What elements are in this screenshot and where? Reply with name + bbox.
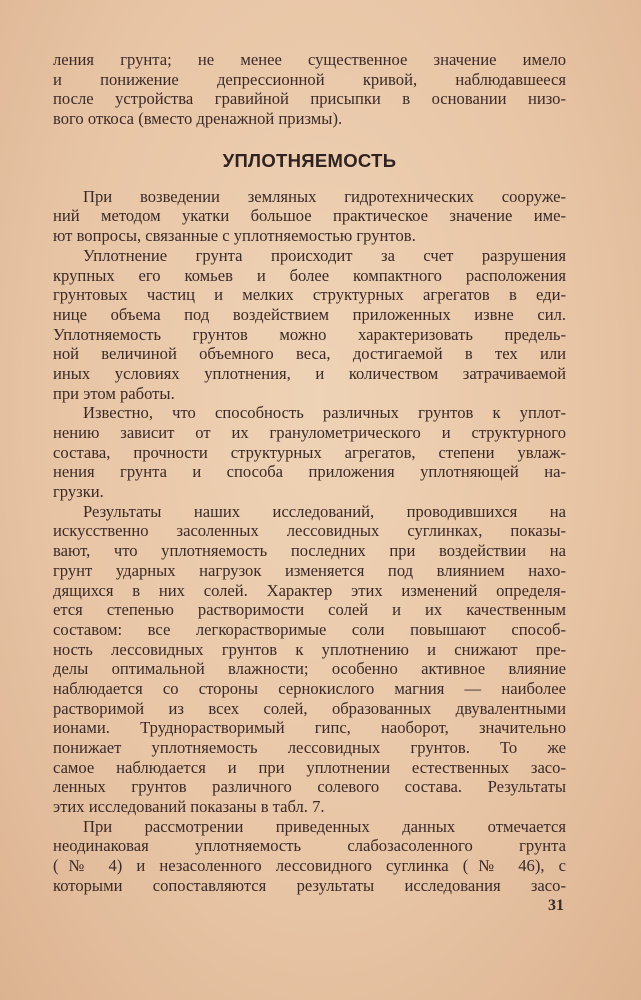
- paragraph: [53, 502, 566, 817]
- text-line: Уплотняемость грунтов можно характеризовать предель-: [53, 324, 566, 344]
- page-number: 31: [548, 897, 564, 914]
- text-line: ной величиной объемного веса, достигаемой в тех или: [53, 344, 566, 364]
- text-line: грунт ударных нагрузок изменяется под влиянием нахо-: [53, 560, 566, 580]
- text-line: крупных его комьев и более компактного расположения: [53, 265, 566, 285]
- text-line: нению зависит от их гранулометрического и структурного: [53, 423, 566, 442]
- text-line: Результаты наших исследований, проводившихся на: [83, 501, 566, 521]
- text-line: (№ 4) и незасоленного лессовидного суглинка (№ 46), с: [53, 856, 566, 876]
- text-line: Известно, что способность различных грунтов к уплот-: [83, 403, 566, 423]
- text-line: понижает уплотняемость лессовидных грунтов. То же: [53, 738, 566, 757]
- text-line: Уплотнение грунта происходит за счет разрушения: [83, 245, 566, 265]
- text-line: ют вопросы, связанные с уплотняемостью грунтов.: [53, 226, 416, 246]
- text-line: ления грунта; не менее существенное значение имело: [53, 50, 566, 69]
- text-line: этих исследований показаны в табл. 7.: [53, 797, 325, 817]
- continued-paragraph: [53, 50, 566, 129]
- paragraph: [53, 246, 566, 404]
- text-line: ность лессовидных грунтов к уплотнению и снижают пре-: [53, 639, 566, 659]
- text-line: При рассмотрении приведенных данных отмечается: [83, 816, 566, 836]
- text-line: вают, что уплотняемость последних при воздействии на: [53, 541, 566, 561]
- paragraph: [53, 403, 566, 501]
- book-page: [53, 50, 566, 896]
- text-line: самое наблюдается и при уплотнении естественных засо-: [53, 757, 566, 777]
- text-line: ленных грунтов различного солевого состава. Результаты: [53, 777, 566, 797]
- text-line: ионами. Труднорастворимый гипс, наоборот, значительно: [53, 718, 566, 738]
- section-heading: УПЛОТНЯЕМОСТЬ: [222, 149, 397, 171]
- text-line: ется степенью растворимости солей и их качественным: [53, 600, 566, 620]
- text-line: дящихся в них солей. Характер этих изменений определя-: [53, 580, 566, 600]
- text-line: нице объема под воздействием приложенных извне сил.: [53, 304, 566, 324]
- text-line: растворимой из всех солей, образованных двувалентными: [53, 698, 566, 718]
- text-line: иных условиях уплотнения, и количеством затрачиваемой: [53, 363, 566, 383]
- text-line: после устройства гравийной присыпки в основании низо-: [53, 89, 566, 109]
- text-line: нения грунта и способа приложения уплотняющей на-: [53, 462, 566, 482]
- text-line: и понижение депрессионной кривой, наблюдавшееся: [53, 69, 566, 89]
- text-line: искусственно засоленных лессовидных суглинках, показы-: [53, 521, 566, 541]
- text-line: При возведении земляных гидротехнических сооруже-: [83, 186, 566, 206]
- paragraph: [53, 187, 566, 246]
- text-line: делы оптимальной влажности; особенно активное влияние: [53, 659, 566, 679]
- text-line: которыми сопоставляются результаты исследования засо-: [53, 875, 566, 895]
- text-line: неодинаковая уплотняемость слабозасоленного грунта: [53, 836, 566, 856]
- section-body: [53, 187, 566, 896]
- paragraph: [53, 817, 566, 896]
- text-line: составом: все легкорастворимые соли повышают способ-: [53, 619, 566, 639]
- text-line: ний методом укатки большое практическое значение име-: [53, 206, 566, 226]
- text-line: грунтовых частиц и мелких структурных агрегатов в еди-: [53, 285, 566, 305]
- text-line: грузки.: [53, 482, 104, 502]
- text-line: вого откоса (вместо дренажной призмы).: [53, 109, 343, 129]
- text-line: при этом работы.: [53, 383, 175, 403]
- text-line: состава, прочности структурных агрегатов, степени увлаж-: [53, 442, 566, 462]
- text-line: наблюдается со стороны сернокислого магния — наиболее: [53, 678, 566, 698]
